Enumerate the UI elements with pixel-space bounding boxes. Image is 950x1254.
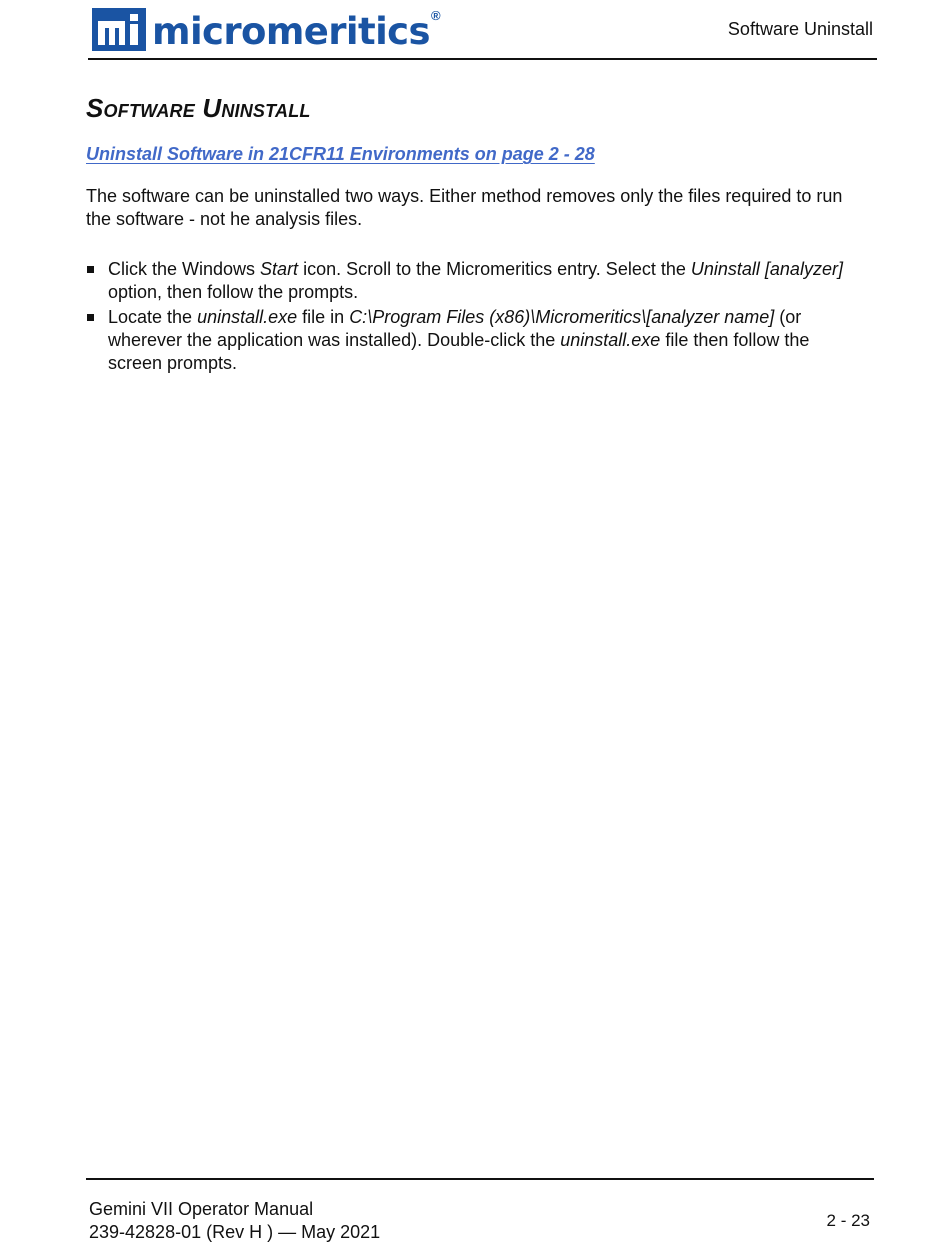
header-divider: [88, 58, 877, 60]
list-item: Locate the uninstall.exe file in C:\Program Files (x86)\Micromeritics\[analyzer name] (or wherever the application was installed). Double-click the uninstall.exe file then follow the screen prompts.: [86, 306, 866, 375]
cross-reference-link[interactable]: Uninstall Software in 21CFR11 Environments on page 2 - 28: [86, 144, 595, 164]
list-item: Click the Windows Start icon. Scroll to the Micromeritics entry. Select the Uninstall [analyzer] option, then follow the prompts.: [86, 258, 866, 304]
running-header-title: Software Uninstall: [727, 19, 873, 39]
logo-wordmark: micromeritics: [152, 9, 430, 53]
footer-manual-title: Gemini VII Operator Manual: [89, 1199, 314, 1219]
footer-part-number: 239-42828-01 (Rev H ) — May 2021: [89, 1222, 381, 1242]
logo-mark-icon: [92, 8, 146, 51]
footer-divider: [86, 1178, 874, 1180]
micromeritics-logo: [92, 7, 441, 51]
intro-paragraph: The software can be uninstalled two ways. Either method removes only the files required to run the software - not he analysis files.: [86, 186, 843, 229]
footer-manual-info: [89, 1198, 380, 1244]
registered-mark: ®: [430, 7, 441, 23]
page-number: 2 - 23: [826, 1211, 870, 1230]
section-title: Software Uninstall: [86, 93, 311, 123]
bullet-square-icon: [87, 266, 94, 273]
instruction-list: [86, 258, 866, 377]
bullet-square-icon: [87, 314, 94, 321]
